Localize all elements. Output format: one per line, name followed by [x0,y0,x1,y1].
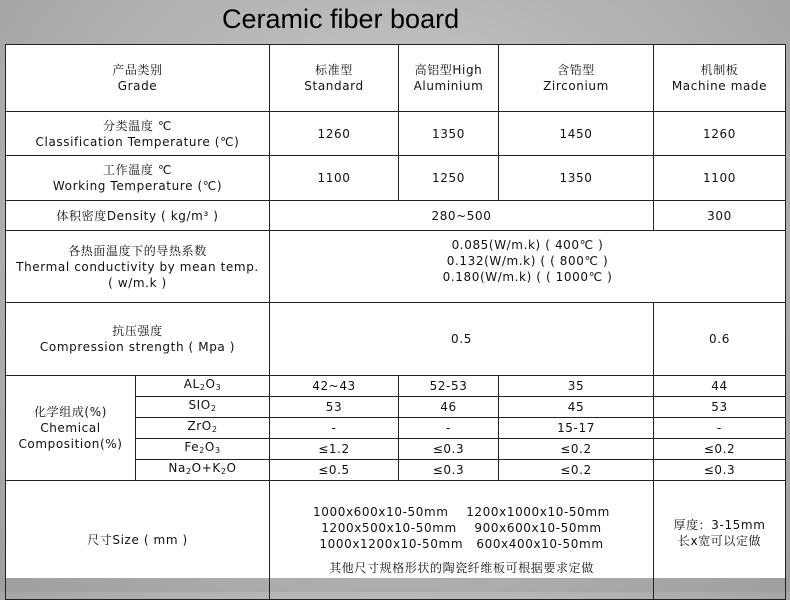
col-zirconium [499,45,654,112]
working-zirconium: 1350 [499,156,654,201]
working-standard: 1100 [270,156,399,201]
page-title: Ceramic fiber board [222,4,460,34]
compression-label [6,303,270,376]
col-aluminium [399,45,499,112]
chem-value: ≤0.3 [399,460,499,481]
col-zirconium-cn: 含锆型 [557,63,595,77]
chem-value: 42~43 [270,376,399,397]
col-standard-cn: 标准型 [315,63,353,77]
conductivity-en: Thermal conductivity by mean temp. [16,259,259,274]
size-label: 尺寸Size ( mm ) [6,481,270,600]
compression-row [6,303,786,376]
density-value: 280~500 [270,201,654,231]
size-note: 其他尺寸规格形状的陶瓷纤维板可根据要求定做 [329,561,594,575]
size-line-3: 1000x1200x10-50mm 600x400x10-50mm [319,537,604,551]
working-machine: 1100 [654,156,786,201]
chem-value: ≤0.2 [499,439,654,460]
chem-row [6,376,786,397]
spec-table-container [5,44,785,578]
header-row [6,45,786,112]
working-en: Working Temperature (℃) [52,179,223,193]
conductivity-value-1000: 0.180(W/m.k) ( ( 1000℃ ) [442,270,613,284]
chem-value: ≤0.3 [399,439,499,460]
compression-machine: 0.6 [654,303,786,376]
compression-en: Compression strength ( Mpa ) [39,340,236,354]
chem-value: 15-17 [499,418,654,439]
chem-value: 35 [499,376,654,397]
chem-value: - [654,418,786,439]
chem-value: ≤0.5 [270,460,399,481]
col-machine [654,45,786,112]
density-label: 体积密度Density ( kg/m³ ) [6,201,270,231]
classification-label [6,112,270,156]
working-label [6,156,270,201]
chem-value: - [270,418,399,439]
size-line-2: 1200x500x10-50mm 900x600x10-50mm [321,521,602,535]
grade-en: Grade [117,79,158,93]
chemical-cn: 化学组成(%) [34,405,107,419]
chem-value: ≤0.3 [654,460,786,481]
compression-value: 0.5 [270,303,654,376]
chemical-en1: Chemical [40,421,101,435]
grade-header [6,45,270,112]
conductivity-value-400: 0.085(W/m.k) ( 400℃ ) [451,238,604,252]
size-line-1: 1000x600x10-50mm 1200x1000x10-50mm [313,505,610,519]
size-values [270,481,654,600]
chemical-en2: Composition(%) [18,437,123,451]
compression-cn: 抗压强度 [112,324,163,338]
col-zirconium-en: Zirconium [543,79,609,93]
chem-label-na2o-k2o: $Na_2O+K_2O$ [136,460,270,481]
classification-cn: 分类温度 ℃ [103,118,172,133]
classification-aluminium: 1350 [399,112,499,156]
chem-value: 53 [270,397,399,418]
classification-machine: 1260 [654,112,786,156]
conductivity-value-800: 0.132(W/m.k) ( ( 800℃ ) [446,254,609,268]
working-aluminium: 1250 [399,156,499,201]
classification-zirconium: 1450 [499,112,654,156]
chem-value: 45 [499,397,654,418]
classification-standard: 1260 [270,112,399,156]
chemical-label [6,376,136,481]
chem-value: 53 [654,397,786,418]
size-row [6,481,786,600]
size-machine-note: 长x宽可以定做 [677,534,762,548]
col-machine-en: Machine made [671,79,768,93]
chem-value: 44 [654,376,786,397]
size-machine [654,481,786,600]
chem-label-fe2o3: $Fe_2O_3$ [136,439,270,460]
col-machine-cn: 机制板 [700,63,739,77]
working-cn: 工作温度 ℃ [103,163,172,177]
chem-value: ≤0.2 [654,439,786,460]
density-row [6,201,786,231]
spec-table [5,44,786,600]
working-row [6,156,786,201]
density-machine: 300 [654,201,786,231]
size-machine-thickness: 厚度：3-15mm [673,518,766,532]
chem-label-zro2: ZrO$_2$ [136,418,270,439]
chem-value: - [399,418,499,439]
chem-value: 52-53 [399,376,499,397]
col-aluminium-cn: 高铝型High [414,63,483,77]
chem-label-al2o3: $AL_2O_3$ [136,376,270,397]
chem-value: ≤0.2 [499,460,654,481]
chem-value: 46 [399,397,499,418]
col-standard [270,45,399,112]
col-aluminium-en: Aluminium [413,79,484,93]
chem-value: ≤1.2 [270,439,399,460]
classification-en: Classification Temperature (℃) [35,134,240,149]
grade-cn: 产品类别 [112,63,163,77]
conductivity-unit: ( w/m.k ) [108,275,167,290]
conductivity-values [270,231,786,303]
conductivity-cn: 各热面温度下的导热系数 [68,243,207,258]
conductivity-row [6,231,786,303]
col-standard-en: Standard [304,79,364,93]
classification-row [6,112,786,156]
chem-label-sio2: $SIO_2$ [136,397,270,418]
conductivity-label [6,231,270,303]
